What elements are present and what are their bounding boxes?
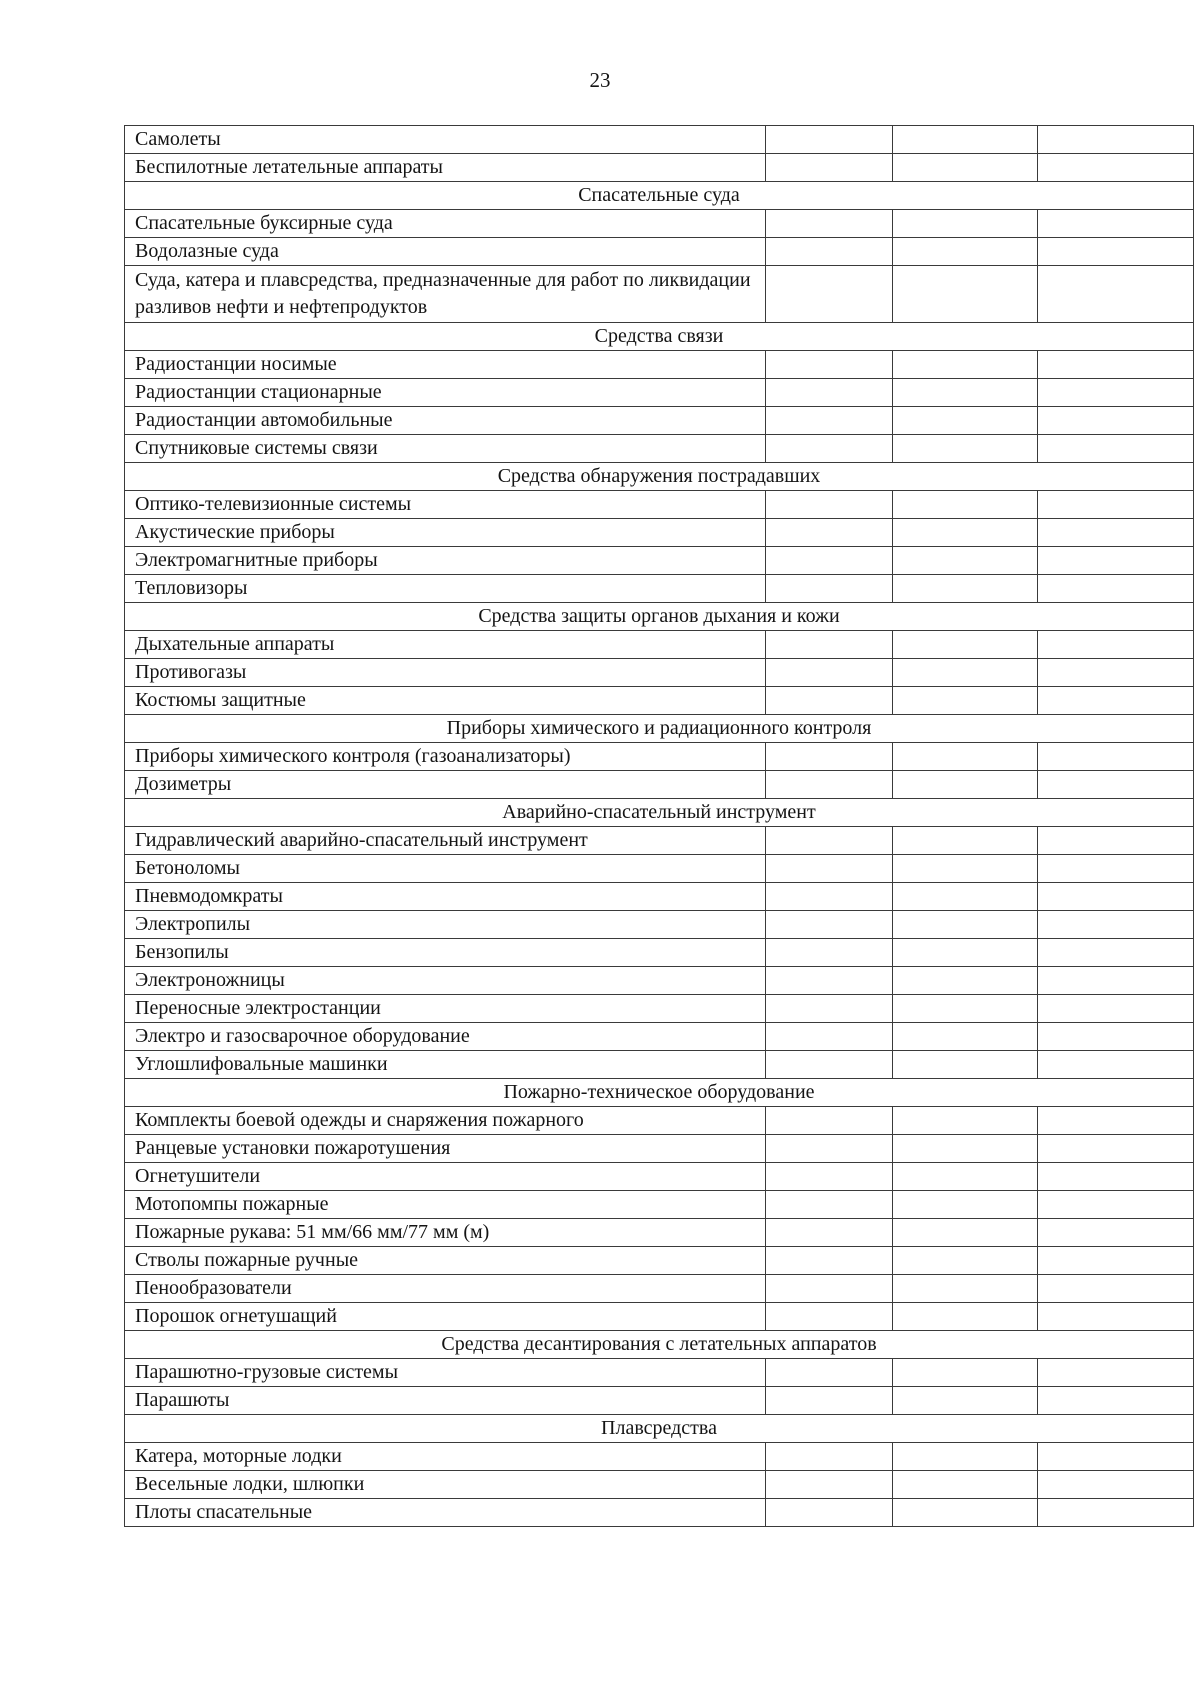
empty-cell-4 — [1038, 351, 1194, 379]
empty-cell-2 — [766, 1247, 893, 1275]
empty-cell-4 — [1038, 1107, 1194, 1135]
item-name-cell: Комплекты боевой одежды и снаряжения пожарного — [125, 1107, 766, 1135]
empty-cell-2 — [766, 1387, 893, 1415]
item-name-cell: Радиостанции стационарные — [125, 379, 766, 407]
item-name-cell: Огнетушители — [125, 1163, 766, 1191]
item-name-cell: Водолазные суда — [125, 238, 766, 266]
section-title: Средства десантирования с летательных аппаратов — [125, 1331, 1194, 1359]
empty-cell-2 — [766, 1191, 893, 1219]
empty-cell-4 — [1038, 154, 1194, 182]
empty-cell-2 — [766, 855, 893, 883]
empty-cell-3 — [893, 911, 1038, 939]
empty-cell-4 — [1038, 238, 1194, 266]
empty-cell-2 — [766, 407, 893, 435]
item-name-cell: Стволы пожарные ручные — [125, 1247, 766, 1275]
page-number: 23 — [589, 68, 611, 92]
empty-cell-4 — [1038, 1023, 1194, 1051]
table-row — [125, 1387, 1194, 1415]
item-name-cell: Спутниковые системы связи — [125, 435, 766, 463]
item-name-cell: Дозиметры — [125, 771, 766, 799]
item-name-cell: Радиостанции автомобильные — [125, 407, 766, 435]
item-name-cell: Порошок огнетушащий — [125, 1303, 766, 1331]
empty-cell-3 — [893, 126, 1038, 154]
section-header-row — [125, 182, 1194, 210]
empty-cell-3 — [893, 547, 1038, 575]
empty-cell-4 — [1038, 1387, 1194, 1415]
table-row — [125, 1135, 1194, 1163]
table-row — [125, 210, 1194, 238]
empty-cell-3 — [893, 1023, 1038, 1051]
empty-cell-4 — [1038, 967, 1194, 995]
section-title: Средства защиты органов дыхания и кожи — [125, 603, 1194, 631]
table-row — [125, 1163, 1194, 1191]
empty-cell-2 — [766, 771, 893, 799]
section-header-row — [125, 603, 1194, 631]
item-name-cell: Переносные электростанции — [125, 995, 766, 1023]
empty-cell-3 — [893, 1247, 1038, 1275]
item-name-cell: Пожарные рукава: 51 мм/66 мм/77 мм (м) — [125, 1219, 766, 1247]
empty-cell-3 — [893, 659, 1038, 687]
item-name-cell: Углошлифовальные машинки — [125, 1051, 766, 1079]
empty-cell-3 — [893, 687, 1038, 715]
empty-cell-3 — [893, 210, 1038, 238]
empty-cell-3 — [893, 995, 1038, 1023]
empty-cell-4 — [1038, 911, 1194, 939]
item-name-cell: Пенообразователи — [125, 1275, 766, 1303]
empty-cell-4 — [1038, 631, 1194, 659]
table-row — [125, 855, 1194, 883]
empty-cell-4 — [1038, 771, 1194, 799]
table-row — [125, 687, 1194, 715]
section-header-row — [125, 715, 1194, 743]
section-header-row — [125, 1415, 1194, 1443]
empty-cell-3 — [893, 1303, 1038, 1331]
empty-cell-3 — [893, 883, 1038, 911]
empty-cell-2 — [766, 883, 893, 911]
empty-cell-4 — [1038, 210, 1194, 238]
empty-cell-4 — [1038, 1163, 1194, 1191]
empty-cell-2 — [766, 154, 893, 182]
empty-cell-3 — [893, 1471, 1038, 1499]
empty-cell-3 — [893, 379, 1038, 407]
table-row — [125, 1191, 1194, 1219]
table-row — [125, 154, 1194, 182]
table-row — [125, 883, 1194, 911]
table-row — [125, 1219, 1194, 1247]
empty-cell-3 — [893, 1051, 1038, 1079]
item-name-cell: Акустические приборы — [125, 519, 766, 547]
empty-cell-3 — [893, 238, 1038, 266]
empty-cell-3 — [893, 1359, 1038, 1387]
item-name-cell: Оптико-телевизионные системы — [125, 491, 766, 519]
empty-cell-3 — [893, 1219, 1038, 1247]
empty-cell-2 — [766, 1107, 893, 1135]
item-name-cell: Пневмодомкраты — [125, 883, 766, 911]
section-title: Средства связи — [125, 323, 1194, 351]
item-name-cell: Приборы химического контроля (газоанализаторы) — [125, 743, 766, 771]
table-row — [125, 1471, 1194, 1499]
equipment-table — [124, 125, 1194, 1527]
empty-cell-3 — [893, 743, 1038, 771]
table-row — [125, 1247, 1194, 1275]
item-name-cell: Суда, катера и плавсредства, предназначенные для работ по ликвидации разливов нефти и нефтепродуктов — [125, 266, 766, 323]
empty-cell-4 — [1038, 743, 1194, 771]
empty-cell-2 — [766, 575, 893, 603]
empty-cell-2 — [766, 1443, 893, 1471]
item-name-cell: Электромагнитные приборы — [125, 547, 766, 575]
item-name-cell: Весельные лодки, шлюпки — [125, 1471, 766, 1499]
empty-cell-2 — [766, 1303, 893, 1331]
empty-cell-4 — [1038, 827, 1194, 855]
table-row — [125, 435, 1194, 463]
empty-cell-2 — [766, 1023, 893, 1051]
empty-cell-2 — [766, 126, 893, 154]
empty-cell-4 — [1038, 659, 1194, 687]
empty-cell-3 — [893, 631, 1038, 659]
table-row — [125, 995, 1194, 1023]
empty-cell-4 — [1038, 995, 1194, 1023]
empty-cell-2 — [766, 967, 893, 995]
empty-cell-2 — [766, 687, 893, 715]
empty-cell-3 — [893, 407, 1038, 435]
empty-cell-4 — [1038, 1219, 1194, 1247]
empty-cell-4 — [1038, 939, 1194, 967]
empty-cell-4 — [1038, 575, 1194, 603]
empty-cell-4 — [1038, 1275, 1194, 1303]
empty-cell-4 — [1038, 491, 1194, 519]
empty-cell-2 — [766, 379, 893, 407]
table-row — [125, 911, 1194, 939]
item-name-cell: Гидравлический аварийно-спасательный инструмент — [125, 827, 766, 855]
empty-cell-4 — [1038, 407, 1194, 435]
empty-cell-3 — [893, 154, 1038, 182]
item-name-cell: Бетоноломы — [125, 855, 766, 883]
table-row — [125, 771, 1194, 799]
empty-cell-3 — [893, 1387, 1038, 1415]
empty-cell-3 — [893, 491, 1038, 519]
section-title: Средства обнаружения пострадавших — [125, 463, 1194, 491]
empty-cell-3 — [893, 827, 1038, 855]
item-name-cell: Плоты спасательные — [125, 1499, 766, 1527]
empty-cell-2 — [766, 1499, 893, 1527]
empty-cell-4 — [1038, 126, 1194, 154]
empty-cell-4 — [1038, 1247, 1194, 1275]
item-name-cell: Ранцевые установки пожаротушения — [125, 1135, 766, 1163]
table-row — [125, 1051, 1194, 1079]
empty-cell-4 — [1038, 519, 1194, 547]
empty-cell-3 — [893, 939, 1038, 967]
empty-cell-4 — [1038, 687, 1194, 715]
item-name-cell: Электропилы — [125, 911, 766, 939]
item-name-cell: Радиостанции носимые — [125, 351, 766, 379]
table-row — [125, 1275, 1194, 1303]
equipment-table-body — [125, 126, 1194, 1527]
table-row — [125, 939, 1194, 967]
table-row — [125, 379, 1194, 407]
table-row — [125, 631, 1194, 659]
section-header-row — [125, 799, 1194, 827]
empty-cell-2 — [766, 1135, 893, 1163]
empty-cell-4 — [1038, 1135, 1194, 1163]
empty-cell-2 — [766, 659, 893, 687]
table-row — [125, 351, 1194, 379]
table-row — [125, 1443, 1194, 1471]
section-title: Пожарно-техническое оборудование — [125, 1079, 1194, 1107]
empty-cell-4 — [1038, 1443, 1194, 1471]
table-row — [125, 659, 1194, 687]
empty-cell-2 — [766, 1219, 893, 1247]
section-header-row — [125, 1079, 1194, 1107]
empty-cell-2 — [766, 939, 893, 967]
empty-cell-4 — [1038, 1499, 1194, 1527]
empty-cell-4 — [1038, 1303, 1194, 1331]
empty-cell-2 — [766, 435, 893, 463]
table-row — [125, 743, 1194, 771]
empty-cell-2 — [766, 1051, 893, 1079]
empty-cell-2 — [766, 210, 893, 238]
empty-cell-2 — [766, 266, 893, 323]
empty-cell-4 — [1038, 883, 1194, 911]
empty-cell-2 — [766, 1359, 893, 1387]
item-name-cell: Самолеты — [125, 126, 766, 154]
empty-cell-4 — [1038, 547, 1194, 575]
section-header-row — [125, 463, 1194, 491]
empty-cell-3 — [893, 1499, 1038, 1527]
empty-cell-4 — [1038, 266, 1194, 323]
item-name-cell: Дыхательные аппараты — [125, 631, 766, 659]
empty-cell-2 — [766, 351, 893, 379]
empty-cell-2 — [766, 743, 893, 771]
empty-cell-4 — [1038, 435, 1194, 463]
empty-cell-2 — [766, 911, 893, 939]
table-row — [125, 1499, 1194, 1527]
section-header-row — [125, 1331, 1194, 1359]
table-row — [125, 266, 1194, 323]
section-header-row — [125, 323, 1194, 351]
empty-cell-3 — [893, 351, 1038, 379]
empty-cell-2 — [766, 491, 893, 519]
empty-cell-3 — [893, 1275, 1038, 1303]
table-row — [125, 1107, 1194, 1135]
empty-cell-3 — [893, 266, 1038, 323]
empty-cell-2 — [766, 519, 893, 547]
table-row — [125, 126, 1194, 154]
item-name-cell: Электроножницы — [125, 967, 766, 995]
table-row — [125, 1359, 1194, 1387]
item-name-cell: Парашюты — [125, 1387, 766, 1415]
empty-cell-3 — [893, 1135, 1038, 1163]
section-title: Спасательные суда — [125, 182, 1194, 210]
section-title: Приборы химического и радиационного контроля — [125, 715, 1194, 743]
empty-cell-4 — [1038, 1051, 1194, 1079]
table-row — [125, 491, 1194, 519]
table-row — [125, 1023, 1194, 1051]
empty-cell-3 — [893, 575, 1038, 603]
empty-cell-2 — [766, 1163, 893, 1191]
table-row — [125, 547, 1194, 575]
empty-cell-2 — [766, 995, 893, 1023]
empty-cell-2 — [766, 631, 893, 659]
section-title: Плавсредства — [125, 1415, 1194, 1443]
section-title: Аварийно-спасательный инструмент — [125, 799, 1194, 827]
item-name-cell: Противогазы — [125, 659, 766, 687]
empty-cell-4 — [1038, 1359, 1194, 1387]
item-name-cell: Электро и газосварочное оборудование — [125, 1023, 766, 1051]
empty-cell-2 — [766, 1471, 893, 1499]
empty-cell-3 — [893, 1163, 1038, 1191]
empty-cell-4 — [1038, 855, 1194, 883]
item-name-cell: Бензопилы — [125, 939, 766, 967]
empty-cell-2 — [766, 547, 893, 575]
empty-cell-2 — [766, 1275, 893, 1303]
empty-cell-3 — [893, 1107, 1038, 1135]
item-name-cell: Спасательные буксирные суда — [125, 210, 766, 238]
empty-cell-3 — [893, 855, 1038, 883]
item-name-cell: Костюмы защитные — [125, 687, 766, 715]
empty-cell-3 — [893, 435, 1038, 463]
empty-cell-4 — [1038, 1191, 1194, 1219]
empty-cell-3 — [893, 519, 1038, 547]
table-row — [125, 967, 1194, 995]
item-name-cell: Катера, моторные лодки — [125, 1443, 766, 1471]
item-name-cell: Тепловизоры — [125, 575, 766, 603]
empty-cell-2 — [766, 238, 893, 266]
table-row — [125, 238, 1194, 266]
empty-cell-2 — [766, 827, 893, 855]
item-name-cell: Мотопомпы пожарные — [125, 1191, 766, 1219]
table-row — [125, 1303, 1194, 1331]
empty-cell-3 — [893, 771, 1038, 799]
empty-cell-3 — [893, 1191, 1038, 1219]
empty-cell-4 — [1038, 379, 1194, 407]
table-row — [125, 407, 1194, 435]
empty-cell-4 — [1038, 1471, 1194, 1499]
table-row — [125, 519, 1194, 547]
table-row — [125, 575, 1194, 603]
empty-cell-3 — [893, 967, 1038, 995]
item-name-cell: Беспилотные летательные аппараты — [125, 154, 766, 182]
table-row — [125, 827, 1194, 855]
empty-cell-3 — [893, 1443, 1038, 1471]
item-name-cell: Парашютно-грузовые системы — [125, 1359, 766, 1387]
